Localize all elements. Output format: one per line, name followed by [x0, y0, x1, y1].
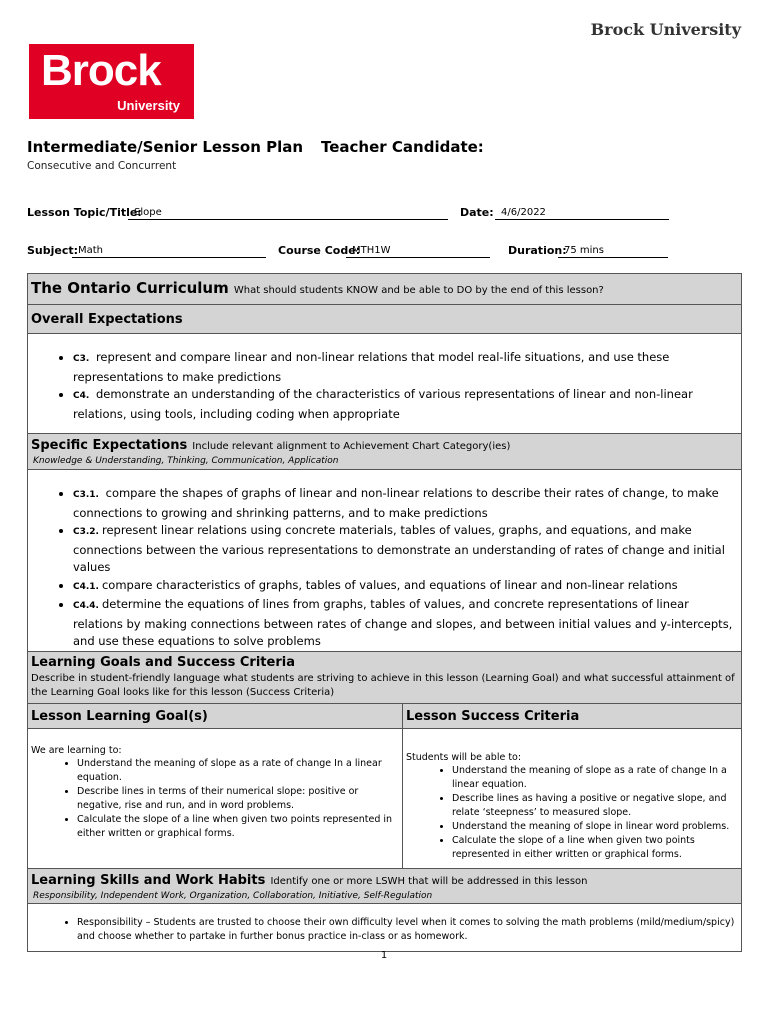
course-code-label: Course Code: — [278, 244, 361, 257]
skills-header — [28, 868, 742, 903]
specific-expectations-body — [28, 470, 742, 652]
list-item: • Understand the meaning of slope in linear word problems. — [452, 820, 738, 834]
curriculum-header — [28, 274, 742, 305]
subject-field[interactable]: Math — [72, 244, 266, 258]
learning-goals-header — [28, 651, 742, 703]
list-item: • Calculate the slope of a line when given two points represented in either written or graphical forms. — [452, 834, 738, 862]
criteria-body — [403, 728, 742, 868]
lesson-plan-table — [27, 273, 742, 952]
duration-field[interactable]: 75 mins — [558, 244, 668, 258]
overall-list — [31, 349, 738, 423]
criteria-title: Lesson Success Criteria — [406, 708, 580, 724]
skills-categories: Responsibility, Independent Work, Organization, Collaboration, Initiative, Self-Regulation — [33, 890, 433, 901]
list-item: • C3. represent and compare linear and non-linear relations that model real-life situations, and use these representations to make predictions — [73, 349, 738, 386]
specific-expectations-note: Include relevant alignment to Achievement Chart Category(ies) — [192, 441, 511, 452]
overall-expectations-body — [28, 334, 742, 434]
learning-goals-title: Learning Goals and Success Criteria — [31, 654, 295, 670]
skills-note: Identify one or more LSWH that will be addressed in this lesson — [270, 875, 588, 887]
list-item: • C4.4. determine the equations of lines from graphs, tables of values, and concrete representations of linear relations by making connections between rates of change and slopes, and between initial values and y-intercepts, and use these equations to solve problems — [73, 596, 738, 651]
criteria-intro: Students will be able to: — [406, 751, 522, 763]
list-item: • C3.1. compare the shapes of graphs of linear and non-linear relations to describe their rates of change, to make connections to growing and shrinking patterns, and to make predictions — [73, 485, 738, 522]
skills-title: Learning Skills and Work Habits — [31, 872, 266, 888]
teacher-candidate-label: Teacher Candidate: — [321, 138, 484, 156]
topic-label: Lesson Topic/Title: — [27, 206, 142, 219]
goals-list — [31, 757, 399, 841]
brock-logo — [29, 44, 194, 119]
list-item: • Describe lines as having a positive or negative slope, and relate ‘steepness’ to measured slope. — [452, 792, 738, 820]
specific-expectations-title: Specific Expectations — [31, 438, 188, 453]
subject-label: Subject: — [27, 244, 79, 257]
list-item: • C3.2. represent linear relations using concrete materials, tables of values, graphs, and equations, and make connections between the various representations to demonstrate an understanding of rates of change and initial values — [73, 522, 738, 577]
skills-body — [28, 903, 742, 951]
date-field[interactable]: 4/6/2022 — [495, 206, 669, 220]
learning-goals-description: Describe in student-friendly language what students are striving to achieve in this lesson (Learning Goal) and what successful attainment of the Learning Goal looks like for this lesson (Success Criteria) — [31, 672, 735, 698]
criteria-list — [406, 764, 738, 862]
list-item: • Responsibility – Students are trusted to choose their own difficulty level when it comes to solving the math problems (mild/medium/spicy) and choose whether to partake in further bonus practice in-class or as homework. — [77, 916, 738, 944]
list-item: • Describe lines in terms of their numerical slope: positive or negative, rise and run, and in word problems. — [77, 785, 399, 813]
goals-title: Lesson Learning Goal(s) — [31, 708, 208, 724]
curriculum-title: The Ontario Curriculum — [31, 279, 229, 297]
date-label: Date: — [460, 206, 494, 219]
specific-categories: Knowledge & Understanding, Thinking, Communication, Application — [33, 456, 339, 466]
list-item: • Understand the meaning of slope as a rate of change In a linear equation. — [452, 764, 738, 792]
list-item: • C4.1. compare characteristics of graphs, tables of values, and equations of linear and non-linear relations — [73, 577, 738, 597]
duration-label: Duration: — [508, 244, 567, 257]
list-item: • Calculate the slope of a line when given two points represented in either written or graphical forms. — [77, 813, 399, 841]
university-name: Brock University — [590, 20, 741, 39]
course-code-field[interactable]: MTH1W — [346, 244, 490, 258]
goals-body — [28, 728, 403, 868]
overall-expectations-title: Overall Expectations — [31, 312, 183, 327]
logo-subtext: University — [117, 98, 180, 113]
list-item: • C4. demonstrate an understanding of the characteristics of various representations of linear and non-linear relations, using tools, including coding when appropriate — [73, 386, 738, 423]
specific-list — [31, 485, 738, 651]
page-number: 1 — [380, 950, 388, 961]
plan-title: Intermediate/Senior Lesson Plan — [27, 138, 304, 156]
list-item: • Understand the meaning of slope as a rate of change In a linear equation. — [77, 757, 399, 785]
goals-intro: We are learning to: — [31, 744, 122, 756]
skills-list — [31, 916, 738, 944]
goals-column-header — [28, 703, 403, 728]
logo-wordmark: Brock — [41, 46, 161, 95]
plan-subtitle: Consecutive and Concurrent — [27, 160, 177, 172]
specific-expectations-header — [28, 434, 742, 470]
overall-expectations-header — [28, 305, 742, 334]
topic-field[interactable]: Slope — [128, 206, 448, 220]
criteria-column-header — [403, 703, 742, 728]
curriculum-note: What should students KNOW and be able to DO by the end of this lesson? — [233, 285, 604, 296]
